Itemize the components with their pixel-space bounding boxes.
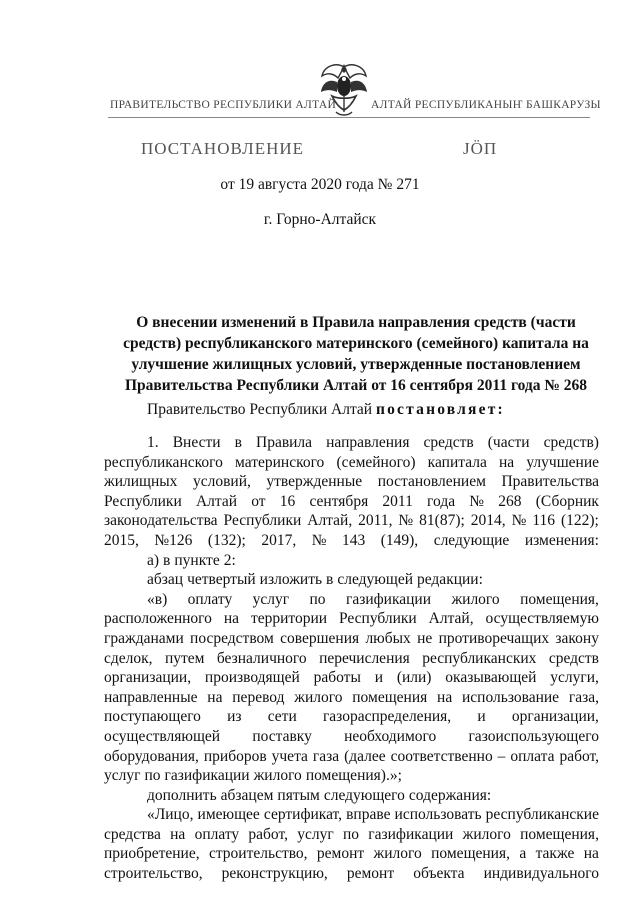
body-line (104, 629, 599, 649)
body-word: по (144, 767, 161, 785)
body-word: на (207, 688, 223, 706)
body-word: приобретение, (104, 845, 200, 863)
body-word: работ, (559, 747, 599, 765)
body-line (104, 570, 599, 590)
body-word: республиканского (104, 453, 223, 471)
body-word: условий, (192, 473, 251, 491)
title-line: О внесении изменений в Правила направления средств (части (136, 314, 576, 331)
body-word: газификации (368, 825, 454, 843)
body-word: содержания: (408, 786, 492, 804)
body-word: (149), (380, 531, 419, 549)
body-word: газоиспользующего (468, 727, 599, 745)
body-word: из (227, 708, 242, 726)
body-word: средств) (543, 434, 599, 451)
body-word: строительство, (208, 845, 308, 863)
body-word: на (437, 688, 453, 706)
body-word: реконструкцию, (221, 865, 328, 883)
body-word: по (309, 590, 326, 608)
body-line (104, 825, 599, 845)
body-word: на (223, 610, 240, 628)
body-word: (далее (344, 747, 386, 765)
body-word: посредством (190, 629, 274, 647)
body-word: помещения, (520, 590, 599, 608)
body-word: Алтай (195, 492, 238, 510)
body-word: пятым (277, 786, 320, 804)
body-word: постановлением (377, 473, 486, 491)
body-word: также (535, 845, 575, 863)
body-word: 2014, (470, 512, 506, 530)
header-divider (108, 117, 590, 118)
body-word: использовать (394, 806, 482, 824)
body-line (104, 688, 599, 708)
body-word: направленные (104, 688, 198, 706)
body-word: объекта (413, 865, 465, 883)
body-word: материнского (235, 453, 325, 471)
body-line (104, 609, 599, 629)
body-word: Алтай, (307, 512, 353, 530)
body-word: следующего (323, 786, 405, 804)
body-word: газификации (164, 767, 250, 785)
body-word: от (251, 492, 266, 510)
body-line (104, 492, 599, 512)
body-word: (семейного) (336, 453, 416, 471)
body-word: осуществляющей (104, 727, 221, 745)
body-word: (или) (396, 669, 432, 687)
body-word: услуг (297, 825, 334, 843)
body-word: улучшение (526, 453, 599, 471)
body-word: № (469, 492, 485, 510)
body-word: закону (555, 629, 599, 647)
body-word: учета (271, 747, 308, 765)
body-word: утвержденные (266, 473, 363, 491)
body-word: (132); (207, 531, 246, 549)
body-word: на (170, 825, 186, 843)
body-line (104, 590, 599, 610)
body-line (104, 805, 599, 825)
body-word: приборов (203, 747, 267, 765)
body-word: абзацем (220, 786, 274, 804)
title-line: средств) республиканского материнского (семейного) капитала на (123, 335, 589, 352)
body-word: Правила (256, 434, 313, 451)
body-word: совершения (280, 629, 360, 647)
body-word: необходимого (344, 727, 437, 745)
emblem-icon (318, 62, 370, 120)
body-line (104, 453, 599, 473)
body-line (104, 766, 599, 786)
body-word: капитала (427, 453, 487, 471)
body-word: редакции: (417, 571, 483, 589)
body-word: законодательства (104, 512, 218, 530)
body-line (104, 747, 599, 767)
body-word: следующей (337, 571, 413, 589)
body-word: Алтай, (428, 610, 474, 628)
body-word: Правительства (501, 473, 599, 491)
body-word: и (374, 669, 383, 687)
title-line: улучшение жилищных условий, утвержденные постановлением (131, 356, 581, 373)
body-word: (122); (560, 512, 599, 530)
body-word: работы (313, 669, 361, 687)
body-word: 2: (223, 551, 236, 569)
body-word: средства (104, 825, 161, 843)
body-line (104, 786, 599, 806)
body-word: 1. (147, 434, 159, 451)
body-word: Республики (223, 512, 302, 530)
body-word: 81(87); (419, 512, 465, 530)
document-title (112, 312, 600, 396)
body-word: соответственно (390, 747, 493, 765)
body-word: жилого (462, 825, 511, 843)
body-word: «Лицо, (147, 806, 194, 824)
body-line (104, 472, 599, 492)
body-word: средств (548, 649, 599, 667)
body-word: ремонт (346, 865, 395, 883)
body-word: 2015, (104, 531, 139, 549)
body-word: производящей (204, 669, 300, 687)
body-word: оказывающей (445, 669, 537, 687)
body-word: № (311, 531, 327, 549)
body-line (104, 531, 599, 551)
body-word: перевод (232, 688, 285, 706)
body-word: (части (487, 434, 530, 451)
body-word: газа (312, 747, 340, 765)
body-word: на (499, 453, 515, 471)
document-type-ru: ПОСТАНОВЛЕНИЕ (141, 139, 305, 158)
body-word: жилого (373, 845, 422, 863)
body-word: индивидуального (483, 865, 599, 883)
document-type-alt: ЈӦП (463, 139, 498, 158)
body-word: сети (267, 708, 297, 726)
body-word: организации, (104, 669, 192, 687)
body-line (104, 511, 599, 531)
body-word: жилого (253, 767, 302, 785)
body-line (104, 649, 599, 669)
body-word: дополнить (147, 786, 217, 804)
body-word: четвертый (187, 571, 256, 589)
body-word: № (511, 512, 527, 530)
body-word: следующие (433, 531, 510, 549)
body-line (104, 433, 599, 453)
body-word: средств (423, 434, 474, 451)
body-word: оплату (187, 590, 233, 608)
header-government-name-alt: АЛТАЙ РЕСПУБЛИКАНЫҤ БАШКАРУЗЫ (371, 99, 601, 111)
body-word: изменения: (524, 531, 599, 549)
body-word: любых (365, 629, 411, 647)
body-word: республиканских (422, 649, 537, 667)
body-word: помещения, (520, 825, 599, 843)
body-word: сентября (309, 492, 369, 510)
body-word: услуг (252, 590, 290, 608)
body-word: Внести (172, 434, 221, 451)
body-word: вправе (346, 806, 391, 824)
body-word: изложить (259, 571, 323, 589)
body-word: работ, (248, 825, 288, 843)
body-word: по (342, 825, 360, 843)
body-line (104, 551, 599, 571)
body-word: Республики (104, 492, 182, 510)
body-line (104, 864, 599, 884)
header-government-name-ru: ПРАВИТЕЛЬСТВО РЕСПУБЛИКИ АЛТАЙ (110, 99, 337, 111)
body-word: гражданами (104, 629, 184, 647)
body-word: услуг (104, 767, 141, 785)
body-word: – (497, 747, 506, 765)
preamble (147, 401, 505, 419)
body-word: № (398, 512, 414, 530)
body-word: 268 (498, 492, 522, 510)
body-word: противоречащих (438, 629, 550, 647)
body-word: ремонт (316, 845, 365, 863)
body-word: 2011 (382, 492, 413, 510)
body-word: а) (147, 551, 160, 569)
body-word: оборудования, (104, 747, 199, 765)
body-word: республиканские (485, 806, 599, 824)
body-word: расположенного (104, 610, 212, 628)
body-word: жилищных (104, 473, 178, 491)
body-word: 143 (341, 531, 366, 549)
body-word: не (417, 629, 433, 647)
body-word: 2017, (261, 531, 297, 549)
body-word: осуществляемую (485, 610, 599, 628)
body-word: 116 (532, 512, 556, 530)
body-word: услуги, (550, 669, 599, 687)
body-word: помещения, (431, 845, 510, 863)
body-word: жилого (451, 590, 500, 608)
body-word: поставку (252, 727, 312, 745)
body-word: путем (164, 649, 205, 667)
body-word: помещения (352, 688, 428, 706)
body-word: помещения).»; (305, 767, 402, 785)
body-word: №126 (154, 531, 193, 549)
document-city: г. Горно-Алтайск (263, 211, 377, 228)
body-word: на (583, 845, 599, 863)
title-line: Правительства Республики Алтай от 16 сентября 2011 года № 268 (124, 377, 588, 394)
body-word: Республики (338, 610, 417, 628)
body-word: сделок, (104, 649, 153, 667)
body-word: газификации (345, 590, 432, 608)
body-word: жилого (294, 688, 343, 706)
document-date-number: от 19 августа 2020 года № 271 (220, 176, 420, 193)
body-word: (Сборник (535, 492, 599, 510)
body-word: 2011, (358, 512, 393, 530)
body-word: в (234, 434, 242, 451)
body-word: и (477, 708, 486, 726)
body-word: абзац (147, 571, 184, 589)
body-word: в (163, 551, 171, 569)
document-body (104, 433, 599, 884)
body-word: газа, (568, 688, 599, 706)
body-line (104, 727, 599, 747)
body-word: имеющее (197, 806, 260, 824)
body-word: организации, (511, 708, 599, 726)
body-line (104, 668, 599, 688)
body-word: перечисления (319, 649, 410, 667)
body-word: а (519, 845, 527, 863)
body-word: «в) (147, 590, 168, 608)
body-line (104, 844, 599, 864)
body-word: в (326, 571, 334, 589)
body-word: 16 (279, 492, 296, 510)
body-word: года (427, 492, 456, 510)
body-word: строительство, (104, 865, 203, 883)
body-word: газораспределения, (322, 708, 452, 726)
body-word: поступающего (104, 708, 201, 726)
preamble-emphasis: постановляет: (375, 401, 505, 418)
preamble-text: Правительство Республики Алтай (147, 401, 376, 418)
body-word: территории (250, 610, 328, 628)
body-word: пункте (174, 551, 220, 569)
body-word: сертификат, (263, 806, 343, 824)
body-word: безналичного (216, 649, 307, 667)
body-word: оплата (510, 747, 555, 765)
body-word: использование (462, 688, 560, 706)
body-line (104, 707, 599, 727)
body-word: оплату (194, 825, 240, 843)
body-word: направления (326, 434, 410, 451)
